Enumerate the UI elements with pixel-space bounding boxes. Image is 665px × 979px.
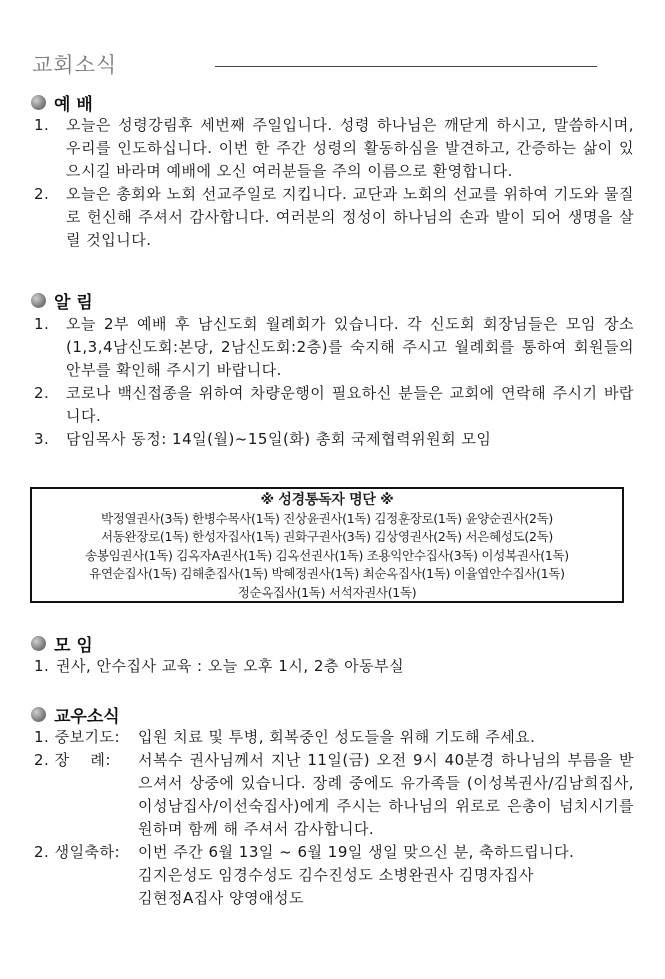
meeting-heading xyxy=(31,631,93,656)
bible-reader-roster xyxy=(30,487,624,603)
roster-line: 정순옥집사(1독) 서석자권사(1독) xyxy=(237,584,417,600)
list-item: 1. 중보기도: 입원 치료 및 투병, 회복중인 성도들을 위해 기도해 주세요. xyxy=(34,728,536,746)
list-item: 2. 장 례: 서복수 권사님께서 지난 11일(금) 오전 9시 40분경 하나님의 부름을 받으셔서 상중에 있습니다. 장례 중에도 유가족들 (이성복권사/김남희집사, 이성남집사/이선숙집사)에게 주시는 하나님의 위로로 은총이 넘치시기를 원하며 함께 해 주셔서 감사합니다. xyxy=(34,751,634,838)
meeting-heading-label: 모 임 xyxy=(54,636,93,656)
roster-line: 박정열권사(3독) 한병수목사(1독) 진상윤권사(1독) 김정훈장로(1독) 윤양순권사(2독) xyxy=(101,510,553,526)
birthday-names-line: 김현정A집사 양영애성도 xyxy=(138,889,304,907)
notices-heading xyxy=(31,288,93,313)
list-item: 2. 코로나 백신접종을 위하여 차량운행이 필요하신 분들은 교회에 연락해 주시기 바랍니다. xyxy=(34,384,634,425)
roster-line: 송봉임권사(1독) 김옥자A권사(1독) 김옥선권사(1독) 조용익안수집사(3독) 이성복권사(1독) xyxy=(85,547,569,563)
list-item: 1. 권사, 안수집사 교육 : 오늘 오후 1시, 2층 아동부실 xyxy=(34,657,405,675)
list-item: 1. 오늘은 성령강림후 세번째 주일입니다. 성령 하나님은 깨닫게 하시고, 말씀하시며, 우리를 인도하십니다. 이번 한 주간 성령의 활동하심을 발견하고, 간증하는 삶이 있으시길 바라며 예배에 오신 여러분들을 주의 이름으로 환영합니다. xyxy=(34,116,634,180)
circle-bullet-icon xyxy=(31,707,46,722)
birthday-names-line: 김지은성도 임경수성도 김수진성도 소병완권사 김명자집사 xyxy=(138,866,534,884)
ministry-heading xyxy=(31,702,120,727)
worship-list xyxy=(34,114,634,252)
title-divider xyxy=(215,66,597,67)
roster-line: 서동완장로(1독) 한성자집사(1독) 권화구권사(3독) 김상영권사(2독) 서은혜성도(2독) xyxy=(101,529,553,544)
circle-bullet-icon xyxy=(31,636,46,651)
list-item: 2. 오늘은 총회와 노회 선교주일로 지킵니다. 교단과 노회의 선교를 위하여 기도와 물질로 헌신해 주셔서 감사합니다. 여러분의 정성이 하나님의 손과 발이 되어 생명을 살릴 것입니다. xyxy=(34,185,634,249)
roster-title: ※ 성경통독자 명단 ※ xyxy=(260,492,394,508)
page-title: 교회소식 xyxy=(32,53,118,77)
birthday-names xyxy=(34,864,634,910)
circle-bullet-icon xyxy=(31,293,46,308)
meeting-list xyxy=(34,655,634,678)
list-item: 3. 담임목사 동정: 14일(월)~15일(화) 총회 국제협력위원회 모임 xyxy=(34,430,492,448)
worship-heading xyxy=(31,90,93,115)
roster-line: 유연순집사(1독) 김해춘집사(1독) 박혜정권사(1독) 최순옥집사(1독) 이율엽안수집사(1독) xyxy=(89,566,565,581)
ministry-heading-label: 교우소식 xyxy=(54,707,120,727)
worship-heading-label: 예 배 xyxy=(54,95,93,115)
notices-heading-label: 알 림 xyxy=(54,293,93,313)
list-item: 2. 생일축하: 이번 주간 6월 13일 ~ 6월 19일 생일 맞으신 분, 축하드립니다. xyxy=(34,843,575,861)
ministry-list xyxy=(34,726,634,910)
list-item: 1. 오늘 2부 예배 후 남신도회 월례회가 있습니다. 각 신도회 회장님들은 모임 장소(1,3,4남신도회:본당, 2남신도회:2층)를 숙지해 주시고 월례회를 통하여 회원들의 안부를 확인해 주시기 바랍니다. xyxy=(34,315,634,379)
notices-list xyxy=(34,313,634,451)
circle-bullet-icon xyxy=(31,95,46,110)
